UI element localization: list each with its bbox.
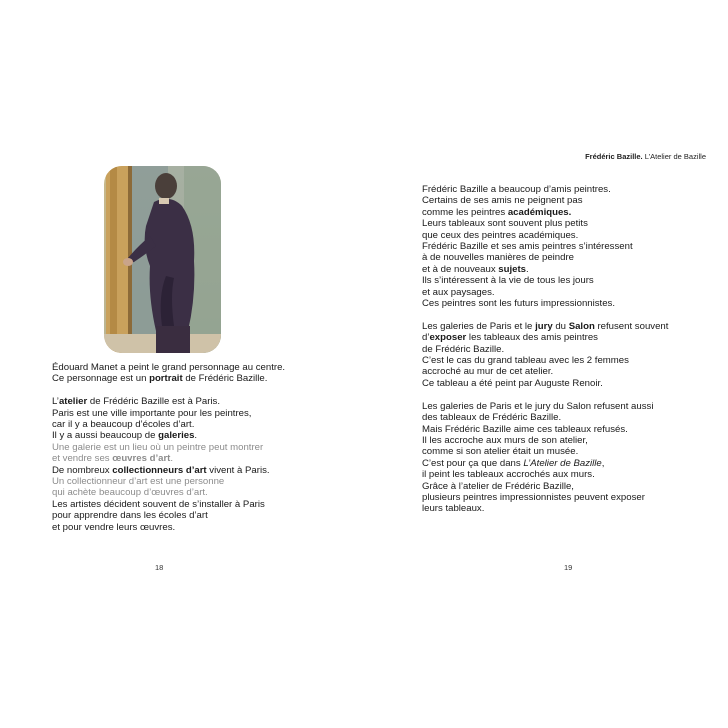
text-line (422, 241, 722, 252)
text-segment: C’est pour ça que dans (422, 457, 524, 469)
text-line (422, 344, 722, 355)
text-segment: d’ (422, 332, 430, 344)
text-segment: Mais Frédéric Bazille aime ces tableaux refusés. (422, 423, 628, 435)
text-segment: de Frédéric Bazille est à Paris. (87, 396, 220, 408)
text-line (52, 430, 342, 441)
bold-keyword: œuvres d’art (112, 453, 171, 465)
text-line (422, 503, 722, 514)
running-header (585, 152, 706, 161)
text-segment: de Frédéric Bazille. (422, 343, 505, 355)
text-segment: Grâce à l’atelier de Frédéric Bazille, (422, 480, 574, 492)
text-line (422, 264, 722, 275)
italic-title: L’Atelier de Bazille (523, 457, 602, 469)
painting-caption (52, 362, 342, 385)
text-segment: . (170, 453, 174, 465)
text-segment: et à de nouveaux (422, 263, 499, 275)
text-segment: Il y a aussi beaucoup de (52, 430, 159, 442)
text-line (422, 435, 722, 446)
text-line (422, 218, 722, 229)
text-line (52, 522, 342, 533)
text-segment: comme les peintres (422, 206, 508, 218)
text-segment: . (194, 430, 198, 442)
text-segment: Ils s’intéressent à la vie de tous les jours (422, 275, 594, 287)
right-page (364, 0, 728, 728)
text-line (52, 408, 342, 419)
text-segment: Les artistes décident souvent de s’installer à Paris (52, 498, 265, 510)
text-segment: Une galerie est un lieu où un peintre peut montrer (52, 441, 264, 453)
text-line (52, 362, 342, 373)
text-segment: et vendre ses (52, 453, 113, 465)
text-line (422, 458, 722, 469)
text-line (422, 230, 722, 241)
text-segment: Les galeries de Paris et le jury du Salon refusent aussi (422, 400, 654, 412)
text-segment: Leurs tableaux sont souvent plus petits (422, 218, 588, 230)
bold-keyword: académiques. (507, 206, 572, 218)
right-paragraph (422, 184, 722, 309)
text-line (52, 510, 342, 521)
text-line (422, 298, 722, 309)
text-line (52, 487, 342, 498)
text-line (422, 321, 722, 332)
bold-keyword: sujets (498, 263, 527, 275)
text-line (422, 252, 722, 263)
text-line (422, 275, 722, 286)
text-segment: plusieurs peintres impressionnistes peuvent exposer (422, 491, 645, 503)
text-segment: du (552, 320, 569, 332)
page-number-left: 18 (155, 563, 164, 572)
text-line (422, 469, 722, 480)
text-segment: Ces peintres sont les futurs impressionnistes. (422, 298, 616, 310)
text-line (52, 373, 342, 384)
bold-keyword: exposer (429, 332, 467, 344)
text-line (422, 481, 722, 492)
text-segment: il peint les tableaux accrochés aux murs. (422, 469, 595, 481)
text-segment: qui achète beaucoup d’œuvres d’art. (52, 487, 208, 499)
text-segment: et pour vendre leurs œuvres. (52, 521, 176, 533)
text-segment: car il y a beaucoup d’écoles d’art. (52, 419, 195, 431)
header-artist: Frédéric Bazille. (585, 152, 643, 161)
text-segment: et aux paysages. (422, 286, 495, 298)
text-line (422, 207, 722, 218)
text-segment: . (526, 263, 529, 275)
right-paragraph (422, 321, 722, 389)
text-segment: vivent à Paris. (206, 464, 270, 476)
text-segment: L’ (52, 396, 59, 408)
bold-keyword: jury (535, 320, 553, 332)
text-line (52, 442, 342, 453)
text-line (52, 499, 342, 510)
text-segment: à de nouvelles manières de peindre (422, 252, 575, 264)
text-line (422, 378, 722, 389)
text-segment: refusent souvent (594, 320, 669, 332)
text-segment: que ceux des peintres académiques. (422, 229, 579, 241)
bold-keyword: collectionneurs d’art (112, 464, 207, 476)
text-line (52, 476, 342, 487)
text-segment: Ce personnage est un (52, 373, 150, 385)
text-segment: Frédéric Bazille et ses amis peintres s’intéressent (422, 241, 633, 253)
text-segment: , (601, 457, 605, 469)
text-segment: leurs tableaux. (422, 503, 485, 515)
text-line (422, 195, 722, 206)
text-line (52, 465, 342, 476)
text-line (422, 492, 722, 503)
text-segment: de Frédéric Bazille. (182, 373, 268, 385)
text-segment: C’est le cas du grand tableau avec les 2 femmes (422, 355, 629, 367)
text-line (422, 412, 722, 423)
text-segment: les tableaux des amis peintres (466, 332, 598, 344)
text-line (422, 332, 722, 343)
text-line (422, 446, 722, 457)
text-segment: Édouard Manet a peint le grand personnage au centre. (52, 362, 286, 373)
text-segment: accroché au mur de cet atelier. (422, 366, 554, 378)
right-paragraph (422, 401, 722, 515)
painting-detail-image (104, 166, 221, 353)
text-line (422, 184, 722, 195)
bold-keyword: Salon (568, 320, 595, 332)
page-number-right: 19 (564, 563, 573, 572)
text-segment: Ce tableau a été peint par Auguste Renoir. (422, 377, 603, 389)
text-segment: Un collectionneur d’art est une personne (52, 476, 225, 488)
header-work-title: L’Atelier de Bazille (642, 152, 706, 161)
text-segment: Il les accroche aux murs de son atelier, (422, 434, 588, 446)
text-segment: Certains de ses amis ne peignent pas (422, 195, 583, 207)
text-line (422, 366, 722, 377)
bold-keyword: atelier (58, 396, 88, 408)
text-line (52, 453, 342, 464)
left-page-text (52, 362, 342, 544)
text-segment: De nombreux (52, 464, 113, 476)
text-segment: Frédéric Bazille a beaucoup d’amis peintres. (422, 184, 611, 195)
text-line (52, 396, 342, 407)
text-line (422, 355, 722, 366)
bold-keyword: portrait (149, 373, 183, 385)
left-body-paragraph (52, 396, 342, 533)
text-segment: des tableaux de Frédéric Bazille. (422, 412, 562, 424)
text-segment: comme si son atelier était un musée. (422, 446, 579, 458)
text-line (422, 424, 722, 435)
text-line (422, 287, 722, 298)
right-page-text (422, 184, 722, 526)
text-segment: Paris est une ville importante pour les peintres, (52, 407, 252, 419)
text-segment: pour apprendre dans les écoles d’art (52, 510, 208, 522)
text-segment: Les galeries de Paris et le (422, 320, 536, 332)
text-line (52, 419, 342, 430)
bold-keyword: galeries (158, 430, 195, 442)
text-line (422, 401, 722, 412)
